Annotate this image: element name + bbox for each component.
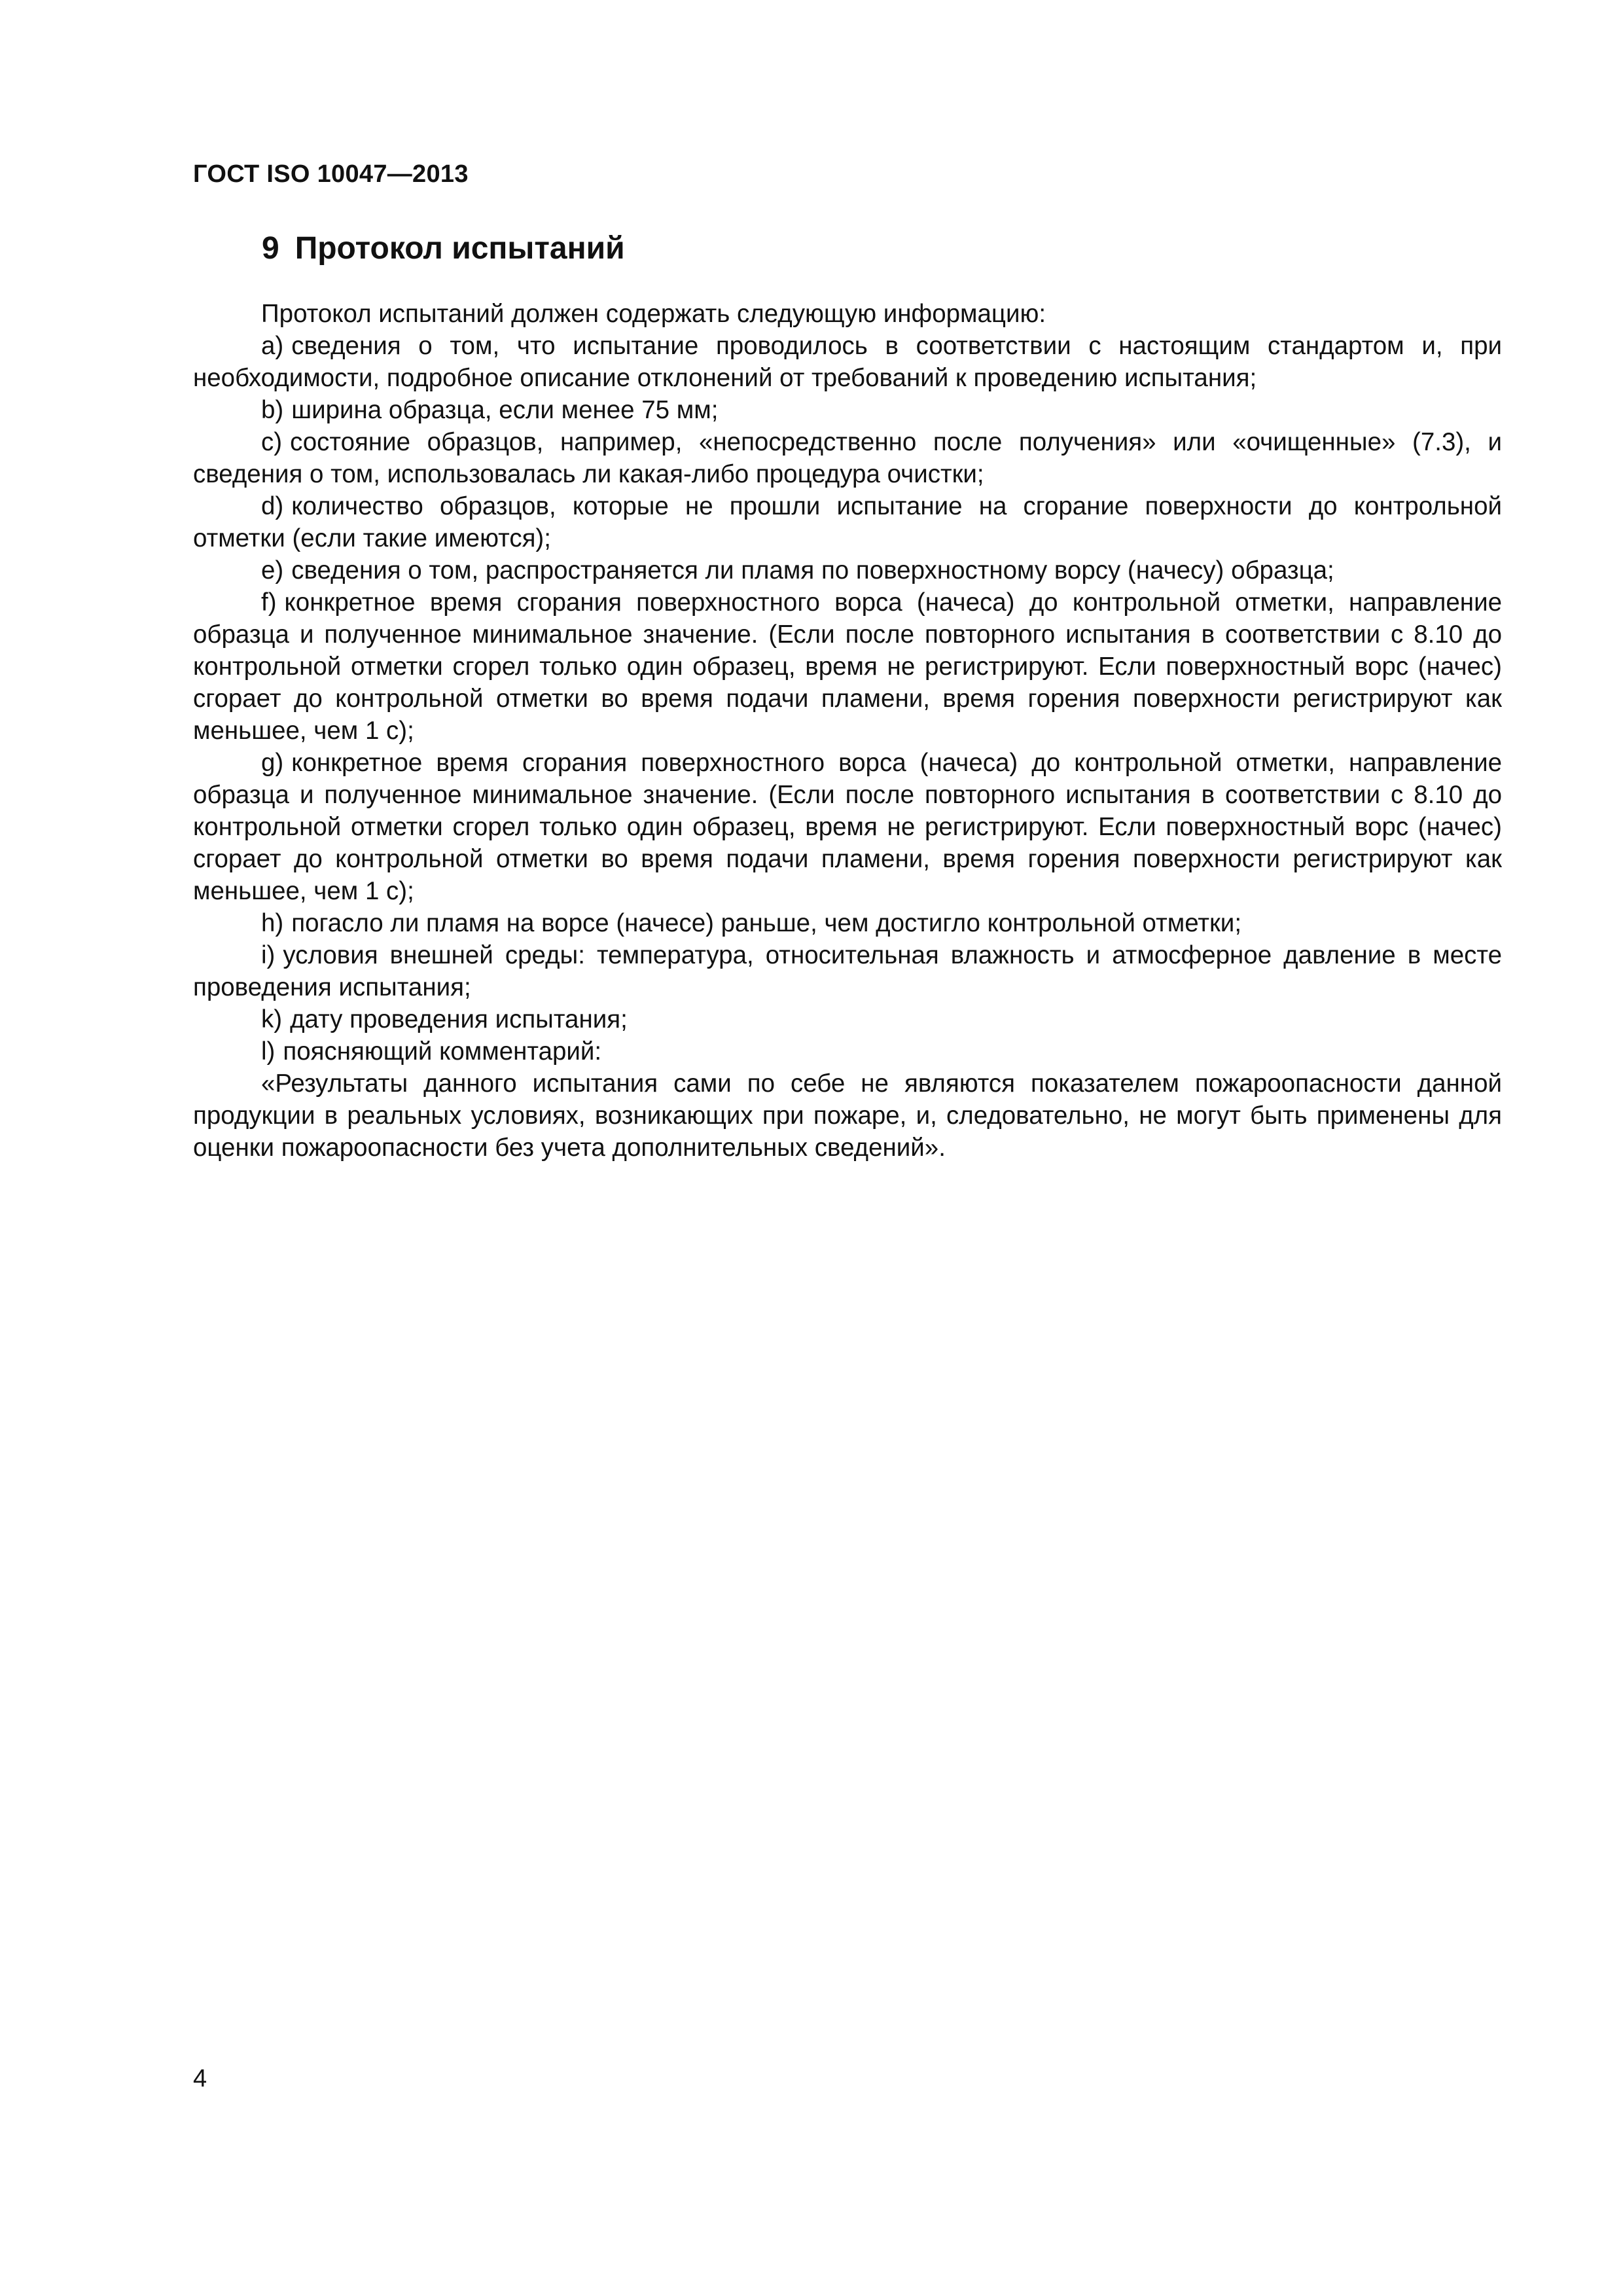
list-item-text: условия внешней среды: температура, относительная влажность и атмосферное давление в месте проведения испытания; bbox=[193, 941, 1502, 1001]
list-item-label: g) bbox=[261, 749, 284, 777]
list-item-c bbox=[193, 426, 1502, 490]
intro-paragraph: Протокол испытаний должен содержать следующую информацию: bbox=[261, 300, 1046, 328]
list-item-text: конкретное время сгорания поверхностного ворса (начеса) до контрольной отметки, направление образца и полученное минимальное значение. (Если после повторного испытания в соответствии с 8.10 до контрольной отметки сгорел только один образец, время не регистрируют. Если поверхностный ворс (начес) сгорает до контрольной отметки во время подачи пламени, время горения поверхности регистрируют как меньшее, чем 1 с); bbox=[193, 588, 1502, 745]
list-item-l bbox=[193, 1035, 1502, 1067]
list-item-g bbox=[193, 747, 1502, 907]
list-item-text: сведения о том, распространяется ли пламя по поверхностному ворсу (начесу) образца; bbox=[291, 556, 1334, 584]
list-item-label: f) bbox=[261, 588, 277, 617]
list-item-label: i) bbox=[261, 941, 276, 969]
list-item-label: e) bbox=[261, 556, 284, 584]
list-item-text: сведения о том, что испытание проводилось в соответствии с настоящим стандартом и, при необходимости, подробное описание отклонений от требований к проведению испытания; bbox=[193, 332, 1502, 392]
list-item-a bbox=[193, 330, 1502, 394]
list-item-label: l) bbox=[261, 1037, 276, 1066]
section-heading bbox=[262, 230, 625, 266]
list-item-e bbox=[193, 554, 1502, 586]
list-item-text: поясняющий комментарий: bbox=[283, 1037, 602, 1066]
list-item-f bbox=[193, 586, 1502, 747]
list-item-h bbox=[193, 907, 1502, 939]
list-item-text: погасло ли пламя на ворсе (начесе) раньше, чем достигло контрольной отметки; bbox=[291, 909, 1242, 937]
list-item-d bbox=[193, 490, 1502, 554]
list-item-k bbox=[193, 1003, 1502, 1035]
explanatory-quote: «Результаты данного испытания сами по себе не являются показателем пожароопасности данной продукции в реальных условиях, возникающих при пожаре, и, следовательно, не могут быть применены для оценки пожароопасности без учета дополнительных сведений». bbox=[193, 1069, 1502, 1162]
section-number: 9 bbox=[262, 231, 279, 266]
list-item-text: состояние образцов, например, «непосредственно после получения» или «очищенные» (7.3), и сведения о том, использовалась ли какая-либо процедура очистки; bbox=[193, 428, 1502, 488]
list-item-i bbox=[193, 939, 1502, 1003]
list-item-label: b) bbox=[261, 396, 284, 424]
list-item-b bbox=[193, 394, 1502, 426]
document-code-header: ГОСТ ISO 10047—2013 bbox=[193, 160, 469, 188]
list-item-label: a) bbox=[261, 332, 284, 360]
list-item-label: h) bbox=[261, 909, 284, 937]
list-item-label: d) bbox=[261, 492, 284, 520]
list-item-label: k) bbox=[261, 1005, 283, 1033]
list-item-text: дату проведения испытания; bbox=[290, 1005, 628, 1033]
section-body bbox=[193, 298, 1502, 1164]
section-title: Протокол испытаний bbox=[294, 231, 625, 266]
list-item-text: ширина образца, если менее 75 мм; bbox=[291, 396, 719, 424]
list-item-label: c) bbox=[261, 428, 283, 456]
list-item-text: количество образцов, которые не прошли испытание на сгорание поверхности до контрольной отметки (если такие имеются); bbox=[193, 492, 1502, 552]
list-item-text: конкретное время сгорания поверхностного ворса (начеса) до контрольной отметки, направление образца и полученное минимальное значение. (Если после повторного испытания в соответствии с 8.10 до контрольной отметки сгорел только один образец, время не регистрируют. Если поверхностный ворс (начес) сгорает до контрольной отметки во время подачи пламени, время горения поверхности регистрируют как меньшее, чем 1 с); bbox=[193, 749, 1502, 905]
page-number: 4 bbox=[193, 2065, 207, 2092]
